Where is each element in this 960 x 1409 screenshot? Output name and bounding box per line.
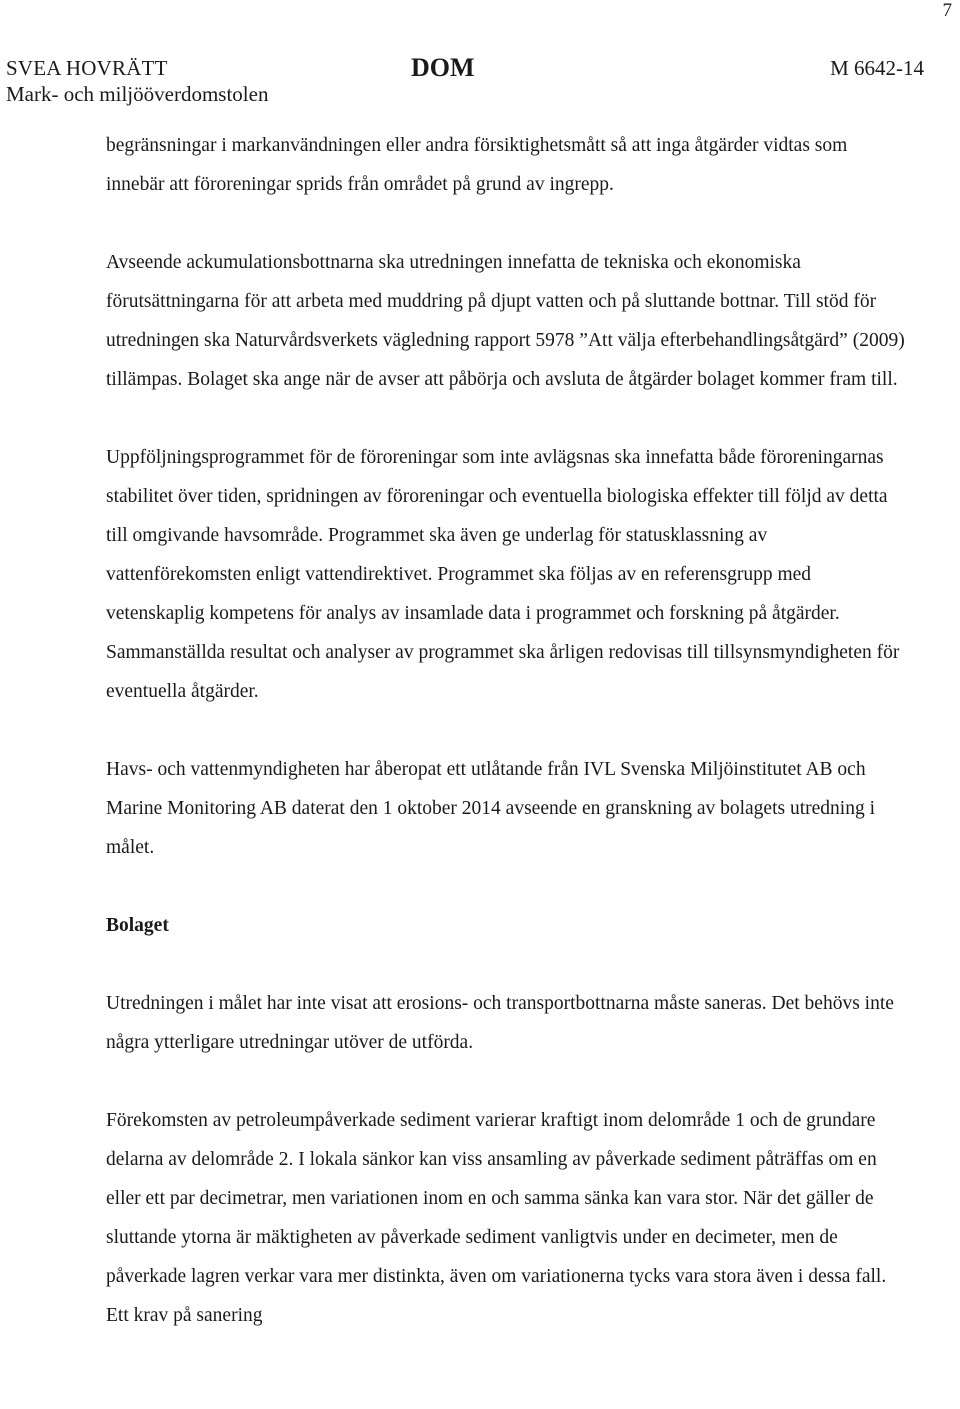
paragraph-4: Havs- och vattenmyndigheten har åberopat ett utlåtande från IVL Svenska Miljöinstitutet AB och Marine Monitoring AB daterat den 1 oktober 2014 avseende en granskning av bolagets utredning i målet. [106, 759, 875, 858]
document-type: DOM [411, 53, 475, 82]
paragraph-3: Uppföljningsprogrammet för de föroreningar som inte avlägsnas ska innefatta både föroreningarnas stabilitet över tiden, spridningen av föroreningar och eventuella biologiska effekter till följd av detta till omgivande havsområde. Programmet ska även ge underlag för statusklassning av vattenförekomsten enligt vattendirektivet. Programmet ska följas av en referensgrupp med vetenskaplig kompetens för analys av insamlade data i programmet och forskning på åtgärder. Sammanställda resultat och analyser av programmet ska årligen redovisas till tillsynsmyndigheten för eventuella åtgärder. [106, 447, 900, 702]
paragraph-2: Avseende ackumulationsbottnarna ska utredningen innefatta de tekniska och ekonomiska förutsättningarna för att arbeta med muddring på djupt vatten och på sluttande bottnar. Till stöd för utredningen ska Naturvårdsverkets vägledning rapport 5978 ”Att välja efterbehandlingsåtgärd” (2009) tillämpas. Bolaget ska ange när de avser att påbörja och avsluta de åtgärder bolaget kommer fram till. [106, 252, 905, 390]
paragraph-1: begränsningar i markanvändningen eller andra försiktighetsmått så att inga åtgärder vidtas som innebär att föroreningar sprids från området på grund av ingrepp. [106, 135, 848, 195]
document-body [106, 126, 906, 1335]
case-number: M 6642-14 [830, 56, 924, 80]
court-name: SVEA HOVRÄTT [6, 56, 168, 80]
page-number: 7 [942, 0, 952, 21]
court-division: Mark- och miljööverdomstolen [6, 82, 269, 106]
paragraph-6: Förekomsten av petroleumpåverkade sediment varierar kraftigt inom delområde 1 och de grundare delarna av delområde 2. I lokala sänkor kan viss ansamling av påverkade sediment påträffas om en eller ett par decimetrar, men variationen inom en och samma sänka kan vara stor. När det gäller de sluttande ytorna är mäktigheten av påverkade sediment vanligtvis under en decimeter, men de påverkade lagren verkar vara mer distinkta, även om variationerna tycks vara stora även i dessa fall. Ett krav på sanering [106, 1110, 887, 1326]
document-header [6, 53, 924, 106]
section-heading-bolaget: Bolaget [106, 915, 169, 936]
paragraph-5: Utredningen i målet har inte visat att erosions- och transportbottnarna måste saneras. Det behövs inte några ytterligare utredningar utöver de utförda. [106, 993, 894, 1053]
